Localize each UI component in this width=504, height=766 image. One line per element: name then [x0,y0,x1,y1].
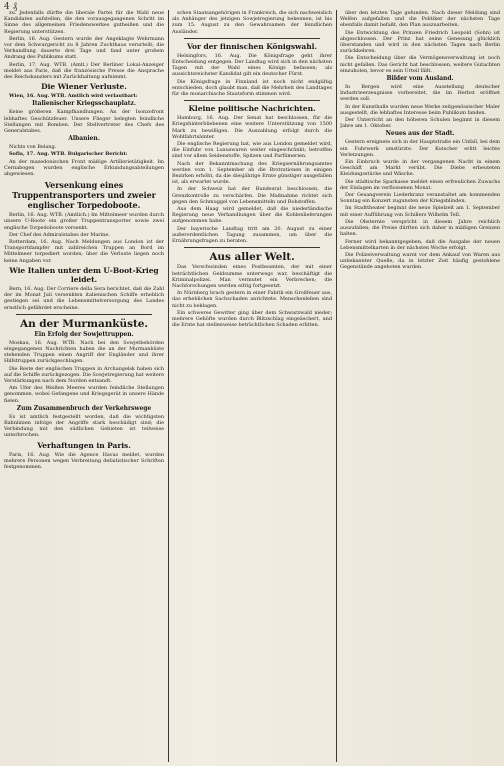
article-paragraph: Ein Einbruch wurde in der vergangenen Nacht in einem Geschäft am Markt verübt. Die Diebe erbeuteten Kleidungsstücke und Wäsche. [340,159,500,178]
subhead: Ein Erfolg der Sowjettruppen. [34,330,134,338]
article-paragraph: Die Obsternte verspricht in diesem Jahre reichlich auszufallen; die Preise dürften sich daher in mäßigen Grenzen halten. [340,218,500,238]
article-paragraph: Die Entwicklung des Prinzen Friedrich Leopold (Sohn) ist abgeschlossen. Der Prinz hat seine Genesung glücklich überstanden und wird in den nächsten Tagen nach Berlin zurückkehren. [340,29,500,55]
article-paragraph: Berlin, 16. Aug. WTB. (Amtlich.) Im Mittelmeer wurden durch unsere U-Boote ein großer Truppentransporter sowie zwei englische Torpedoboote versenkt. [4,212,164,231]
article-paragraph: Am Ufer des Weißen Meeres wurden feindliche Stellungen genommen, wobei Gefangene und Kriegsgerät in unsere Hände fielen. [4,385,164,404]
headline-murmankueste: An der Murmanküste. [19,317,149,330]
subhead: Albanien. [68,135,100,143]
column-rule [168,10,169,762]
article-paragraph: Die Königsfrage in Finnland ist noch nicht endgültig entschieden, doch glaubt man, daß die Mehrheit des Landtages für die monarchische Staatsform stimmen wird. [172,78,332,98]
article-paragraph: In der Kunsthalle wurden neue Werke zeitgenössischer Maler ausgestellt, die lebhaftes Interesse beim Publikum fanden. [340,103,500,116]
article-paragraph: An der mazedonischen Front mäßige Artillerietätigkeit. Im Cernabogen wurden englische Erkundungsabteilungen abgewiesen. [4,158,164,178]
article-paragraph: Die Polizeiverwaltung warnt vor dem Ankauf von Waren aus unbekannter Quelle, da in letzter Zeit häufig gestohlene Gegenstände angeboten wurden. [340,251,500,271]
article-paragraph: Im Stadttheater beginnt die neue Spielzeit am 1. September mit einer Aufführung von Schillers Wilhelm Tell. [340,205,500,218]
article-paragraph: Die Reste der englischen Truppen in Archangelsk haben sich auf die Schiffe zurückgezogen. Die Sowjetregierung hat weitere Verstärkungen nach dem Norden entsandt. [4,365,164,384]
article-paragraph: Berlin, 16. Aug. Gestern wurde der Angeklagte Wehrmann vor dem Schwurgericht zu 8 Jahren Zuchthaus verurteilt; die Verhandlung dauerte drei Tage und fand unter großem Andrang des Publikums statt. [4,35,164,61]
article-paragraph: In der Schweiz hat der Bundesrat beschlossen, die Grenzkontrolle zu verschärfen. Die Maßnahme richtet sich gegen den Schmuggel von Lebensmitteln und Rohstoffen. [172,186,332,205]
article-paragraph: Der Unterricht an den höheren Schulen beginnt in diesem Jahre am 1. Oktober. [340,117,500,130]
article-paragraph: Es ist amtlich festgestellt worden, daß die wichtigsten Bahnlinien infolge der Angriffe stark beschädigt sind; die Verbindung mit den südlichen Gebieten ist teilweise unterbrochen. [4,413,164,439]
article-paragraph: Hamburg, 16. Aug. Der Senat hat beschlossen, für die Kriegshinterbliebenen eine weitere Unterstützung von 1500 Mark zu bewilligen. Die Auszahlung erfolgt durch die Wohlfahrtsämter. [172,115,332,140]
column-middle [172,10,332,762]
article-paragraph: Rotterdam, 16. Aug. Nach Meldungen aus London ist der Transportdampfer mit zahlreichen Truppen an Bord im Mittelmeer torpediert worden; über die Verluste liegen noch keine Angaben vor. [4,239,164,264]
column-right [340,10,500,762]
article-paragraph: In Nürnberg brach gestern in einer Fabrik ein Großfeuer aus, das erheblichen Sachschaden anrichtete. Menschenleben sind nicht zu beklagen. [172,290,332,309]
article-paragraph: Bern, 16. Aug. Der Corriere della Sera berichtet, daß die Zahl der im Monat Juli versenkten italienischen Schiffe erheblich gestiegen sei und die Lebensmittelversorgung des Landes ernstlich gefährdet erscheine. [4,285,164,311]
page-mark: 4 ₰ [4,2,18,12]
headline-italien: Wie Italien unter dem U-Boot-Krieg leidet. [9,265,159,284]
dateline: Sofia, 17. Aug. WTB. Bulgarischer Bericht: [9,151,128,158]
headline-aus-aller-welt: Aus aller Welt. [209,251,295,264]
article-paragraph: Paris, 16. Aug. Wie die Agence Havas meldet, wurden mehrere Personen wegen Verbreitung defaitistischer Schriften festgenommen. [4,451,164,470]
article-paragraph: Berlin, 17. Aug. WTB. (Amtl.) Der Berliner Lokal-Anzeiger meldet aus Paris, daß die französische Presse die Ansprache des Reichskanzlers mit Zurückhaltung aufnimmt. [4,61,164,81]
article-paragraph: Die städtische Sparkasse meldet einen erfreulichen Zuwachs der Einlagen im verflossenen Monat. [340,178,500,191]
article-paragraph: Keine größeren Kampfhandlungen. An der Isonzofront lebhaftes Geschützfeuer. Unsere Flieger belegten feindliche Stellungen mit Bomben. Der Stellvertreter des Chefs des Generalstabes. [4,109,164,135]
article-paragraph: In Bergen wird eine Ausstellung deutscher Industrieerzeugnisse vorbereitet, die im Herbst eröffnet werden soll. [340,84,500,103]
subhead: Zum Zusammenbruch der Verkehrswege [16,404,152,412]
article-paragraph: Der bayerische Landtag tritt am 20. August zu einer außerordentlichen Tagung zusammen, um über die Ernährungsfragen zu beraten. [172,225,332,245]
headline-paris: Verhaftungen in Paris. [37,440,131,450]
column-rule [336,10,337,762]
article-paragraph: Nach der Bekanntmachung des Kriegsernährungsamtes werden vom 1. September ab die Brotrationen in einigen Bezirken erhöht, da die diesjährige Ernte günstiger ausgefallen ist, als erwartet wurde. [172,160,332,186]
article-paragraph: Ein schweres Gewitter ging über dem Schwarzwald nieder; mehrere Gehöfte wurden durch Blitzschlag eingeäschert, und die Ernte hat stellenweise beträchtlichen Schaden erlitten. [172,309,332,329]
subhead: Italienischer Kriegsschauplatz. [32,100,136,108]
article-paragraph: schen Staatsangehörigen in Frankreich, die sich nachweislich als Anhänger des jetzigen Sowjetregierung bekennen, ist bis zum 15. August zu den Gewahrsamen der feindlichen Ausländer. [172,10,332,35]
article-paragraph: über den letzten Tage gefunden. Nach dieser Meldung sind Welfen aufgefallen und die Politiker der nächsten Tage ebenfalls damit befaßt, den Plan auszuarbeiten. [340,10,500,29]
subhead: Bilder vom Ausland. [386,75,454,83]
column-left [4,10,164,762]
article-paragraph: Nichts von Belang. [9,144,57,151]
divider [16,314,152,315]
article-paragraph: Die Entscheidung über die Vermögensverwaltung ist noch nicht gefallen. Das Gericht hat beschlossen, weitere Gutachten einzuholen, bevor es sein Urteil fällt. [340,55,500,74]
dateline: Wien, 16. Aug. WTB. Amtlich wird verlautbart: [9,93,138,100]
subhead: Neues aus der Stadt. [385,130,455,138]
article-paragraph: Der Chef des Admiralstabes der Marine. [9,231,110,238]
article-paragraph: Der Gesangverein Liederkranz veranstaltet am kommenden Sonntag ein Konzert zugunsten der Kriegsblinden. [340,192,500,205]
article-paragraph: zu. Jedenfalls dürfte die liberale Partei für die Wahl neue Kandidaten aufstellen, die den vorausgegangenen Schritt im Sinne des allgemeinen Friedenswerkes gutheißen und die Regierung unterstützen. [4,10,164,35]
article-paragraph: Die englische Regierung hat, wie aus London gemeldet wird, die Einfuhr von Luxuswaren weiter eingeschränkt; betroffen sind vor allem Seidenstoffe, Spitzen und Parfümerien. [172,141,332,160]
article-paragraph: Moskau, 16. Aug. WTB. Nach bei den Sowjetbehörden eingegangenen Nachrichten haben die an der Murmanküste stehenden Truppen einen Angriff der Engländer und ihrer Hilfstruppen zurückgeschlagen. [4,339,164,365]
article-paragraph: Gestern ereignete sich in der Hauptstraße ein Unfall, bei dem ein Fuhrwerk umstürzte. Der Kutscher erlitt leichte Verletzungen. [340,139,500,158]
article-paragraph: Aus dem Haag wird gemeldet, daß die niederländische Regierung neue Verhandlungen über die Kohlenlieferungen aufgenommen habe. [172,206,332,225]
article-paragraph: Das Verschwinden eines Postbeamten, der mit einer beträchtlichen Geldsumme unterwegs war, beschäftigt die Kriminalpolizei. Man vermutet ein Verbrechen; die Nachforschungen werden eifrig fortgesetzt. [172,264,332,289]
headline-koenigswahl: Vor der finnischen Königswahl. [186,41,318,51]
divider [184,247,320,248]
divider [184,100,320,101]
headline-kleine-nachrichten: Kleine politische Nachrichten. [188,104,316,114]
divider [184,38,320,39]
article-paragraph: Helsingfors, 16. Aug. Die Königsfrage geht ihrer Entscheidung entgegen. Der Landtag wird sich in den nächsten Tagen mit der Wahl eines Königs befassen; als aussichtsreichster Kandidat gilt ein deutscher Fürst. [172,52,332,78]
headline-wien: Die Wiener Verluste. [41,82,127,92]
article-paragraph: Ferner wird bekanntgegeben, daß die Ausgabe der neuen Lebensmittelkarten in der nächsten Woche erfolgt. [340,238,500,251]
headline-truppentransporter: Versenkung eines Truppentransporters und zweier englischer Torpedoboote. [12,180,156,211]
